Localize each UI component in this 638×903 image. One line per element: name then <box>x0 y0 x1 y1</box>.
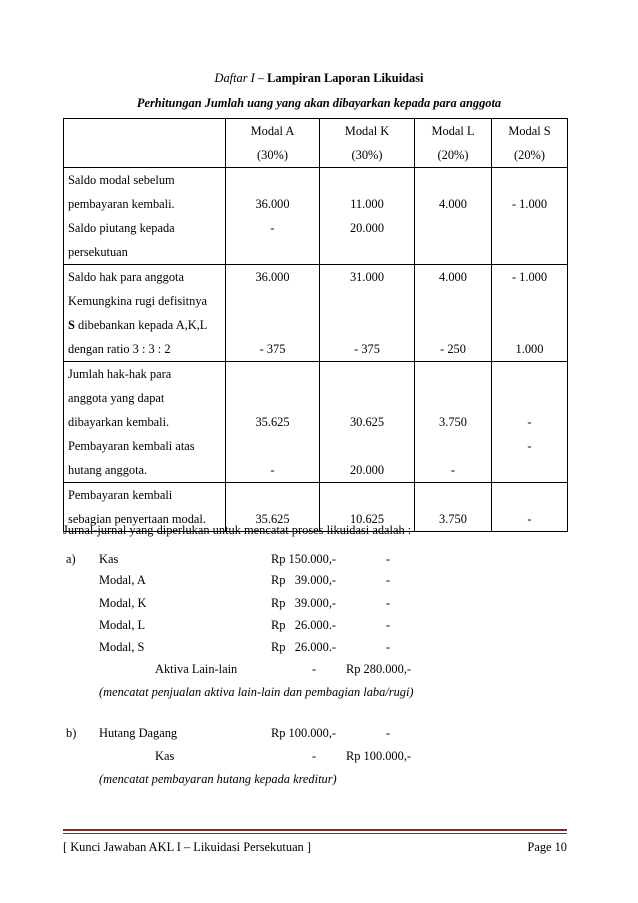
cell-modal-s: - - <box>492 362 568 483</box>
table-header-row <box>64 119 568 168</box>
journal-debit: Rp 100.000,- <box>271 726 337 740</box>
cell-modal-l: 4.000 <box>415 168 492 265</box>
row-label: Saldo hak para anggota Kemungkina rugi defisitnya S dibebankan kepada A,K,L dengan ratio 3 : 3 : 2 <box>64 265 226 362</box>
bold-s-line: S dibebankan kepada A,K,L <box>68 318 208 332</box>
cell-modal-a: 36.000 - <box>226 168 320 265</box>
header-modal-k: Modal K (30%) <box>320 119 415 168</box>
journal-debit: Rp 39.000,- <box>271 573 337 587</box>
footer-rule <box>63 829 567 831</box>
table-row <box>64 168 568 265</box>
cell-modal-a: 35.625 - <box>226 362 320 483</box>
row-label: Jumlah hak-hak para anggota yang dapat dibayarkan kembali. Pembayaran kembali atas hutang anggota. <box>64 362 226 483</box>
row-label: Pembayaran kembali sebagian penyertaan modal. <box>64 483 226 532</box>
document-title <box>0 71 638 86</box>
journal-account: Modal, S <box>99 640 145 654</box>
header-modal-a: Modal A (30%) <box>226 119 320 168</box>
journal-credit: - <box>386 640 391 654</box>
header-empty-cell <box>64 119 226 168</box>
journal-intro: Jurnal-jurnal yang diperlukan untuk mencatat proses likuidasi adalah : <box>63 523 412 537</box>
cell-modal-k: 11.000 20.000 <box>320 168 415 265</box>
journal-credit-account: Kas <box>155 749 175 763</box>
footer-title: [ Kunci Jawaban AKL I – Likuidasi Persekutuan ] <box>63 840 311 854</box>
journal-credit: - <box>386 552 391 566</box>
table-row <box>64 362 568 483</box>
journal-credit: - <box>386 618 391 632</box>
cell-modal-s: - <box>492 483 568 532</box>
cell-modal-s: - 1.000 1.000 <box>492 265 568 362</box>
bold-s-rest: dibebankan kepada A,K,L <box>74 318 208 332</box>
cell-modal-a: 36.000 - 375 <box>226 265 320 362</box>
journal-debit: Rp 26.000.- <box>271 640 337 654</box>
title-separator: – <box>254 71 268 85</box>
table-row <box>64 265 568 362</box>
journal-credit-account: Aktiva Lain-lain <box>155 662 238 676</box>
journal-debit: Rp 150.000,- <box>271 552 337 566</box>
header-modal-l: Modal L (20%) <box>415 119 492 168</box>
journal-debit: - <box>312 749 317 763</box>
journal-account: Modal, K <box>99 596 147 610</box>
journal-credit: Rp 100.000,- <box>346 749 412 763</box>
cell-modal-l: 3.750 <box>415 483 492 532</box>
journal-credit: - <box>386 726 391 740</box>
journal-credit: Rp 280.000,- <box>346 662 412 676</box>
entry-a-letter: a) <box>66 552 76 566</box>
entry-b-letter: b) <box>66 726 77 740</box>
cell-modal-s: - 1.000 <box>492 168 568 265</box>
footer-rule-thin <box>63 833 567 834</box>
cell-modal-a: 35.625 <box>226 483 320 532</box>
cell-modal-l: 4.000 - 250 <box>415 265 492 362</box>
row-label: Saldo modal sebelum pembayaran kembali. Saldo piutang kepada persekutuan <box>64 168 226 265</box>
journal-credit: - <box>386 573 391 587</box>
cell-modal-l: 3.750 - <box>415 362 492 483</box>
cell-modal-k: 10.625 <box>320 483 415 532</box>
journal-debit: Rp 39.000,- <box>271 596 337 610</box>
page-number: Page 10 <box>527 840 567 854</box>
title-text: Lampiran Laporan Likuidasi <box>267 71 424 85</box>
document-subtitle: Perhitungan Jumlah uang yang akan dibayarkan kepada para anggota <box>136 96 502 110</box>
journal-debit: - <box>312 662 317 676</box>
journal-account: Modal, L <box>99 618 146 632</box>
journal-account: Hutang Dagang <box>99 726 178 740</box>
journal-account: Modal, A <box>99 573 146 587</box>
journal-note: (mencatat penjualan aktiva lain-lain dan pembagian laba/rugi) <box>99 685 414 699</box>
journal-note: (mencatat pembayaran hutang kepada kreditur) <box>99 772 337 786</box>
list-prefix: Daftar I <box>214 71 255 85</box>
cell-modal-k: 30.625 20.000 <box>320 362 415 483</box>
journal-debit: Rp 26.000.- <box>271 618 337 632</box>
cell-modal-k: 31.000 - 375 <box>320 265 415 362</box>
journal-account: Kas <box>99 552 119 566</box>
liquidation-table <box>63 118 568 532</box>
journal-credit: - <box>386 596 391 610</box>
header-modal-s: Modal S (20%) <box>492 119 568 168</box>
